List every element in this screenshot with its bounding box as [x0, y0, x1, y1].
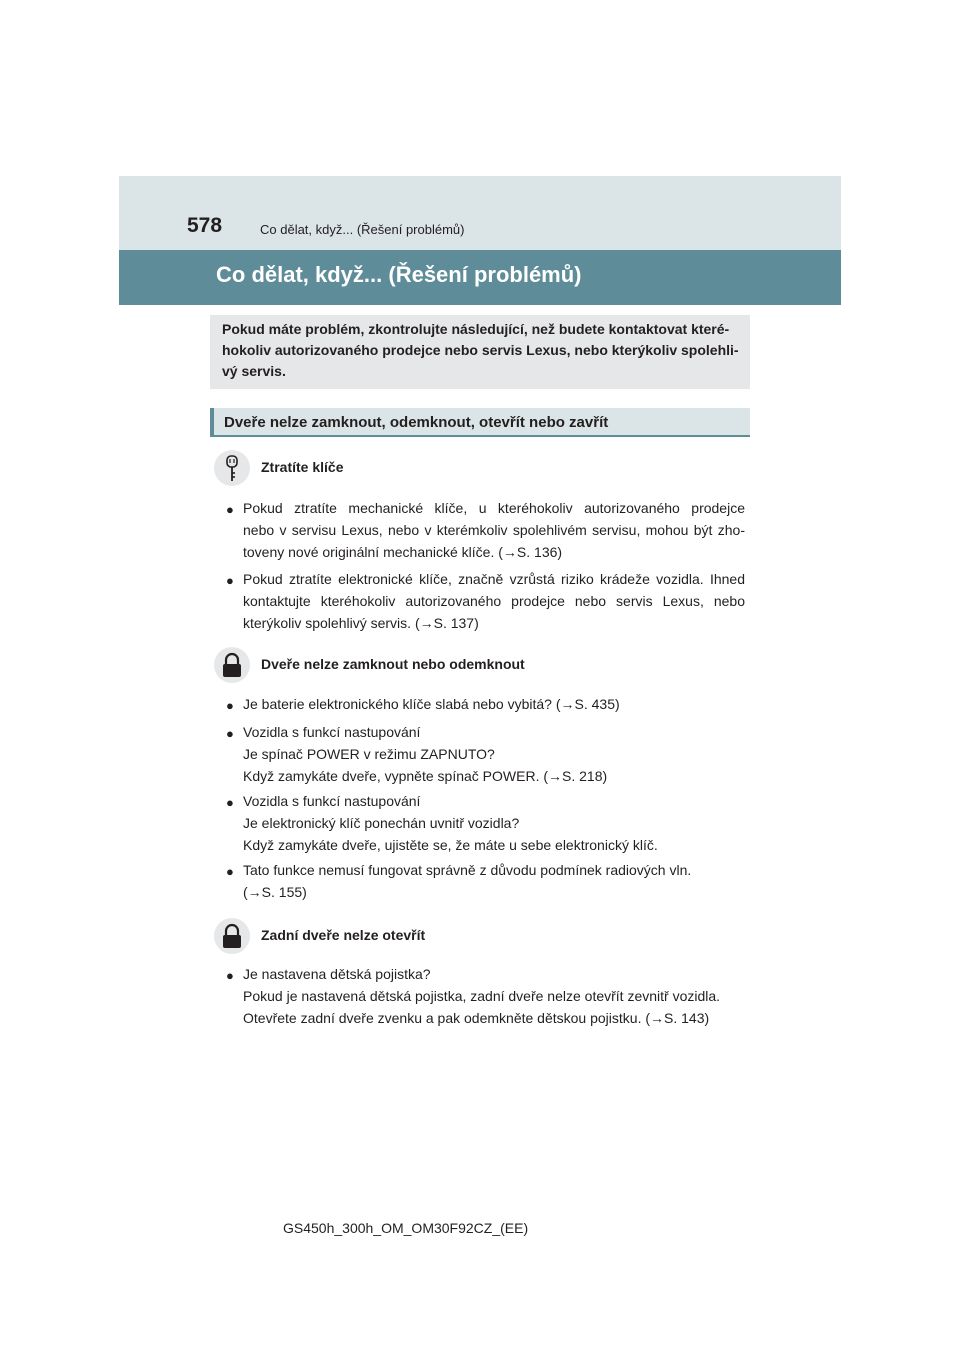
bullet-icon: ● [226, 573, 234, 588]
padlock-icon [214, 647, 250, 683]
item-line: nebo v servisu Lexus, nebo v kterémkoliv spolehlivém servisu, mohou být zho- [243, 522, 745, 538]
item-line: (→S. 155) [243, 884, 307, 900]
item-line: kterýkoliv spolehlivý servis. (→S. 137) [243, 615, 479, 631]
subsection-title: Ztratíte klíče [261, 459, 344, 475]
subsection-title: Dveře nelze zamknout nebo odemknout [261, 656, 525, 672]
footer-doc-code: GS450h_300h_OM_OM30F92CZ_(EE) [283, 1220, 529, 1236]
list-item [243, 721, 745, 787]
header-band [119, 176, 841, 250]
item-line: Pokud ztratíte mechanické klíče, u kteréhokoliv autorizovaného prodejce [243, 500, 745, 516]
intro-line: vý servis. [222, 363, 286, 379]
key-icon [214, 450, 250, 486]
section-title: Dveře nelze zamknout, odemknout, otevřít nebo zavřít [224, 414, 609, 431]
intro-line: Pokud máte problém, zkontrolujte následující, než budete kontaktovat které- [222, 321, 730, 337]
list-item [243, 963, 745, 1029]
subsection-title: Zadní dveře nelze otevřít [261, 927, 426, 943]
running-title: Co dělat, když... (Řešení problémů) [260, 222, 465, 237]
intro-text [222, 319, 744, 382]
item-line: Když zamykáte dveře, ujistěte se, že máte u sebe elektronický klíč. [243, 837, 658, 853]
list-item [243, 859, 745, 903]
item-line: Vozidla s funkcí nastupování [243, 793, 421, 809]
item-line: Pokud je nastavená dětská pojistka, zadní dveře nelze otevřít zevnitř vozidla. [243, 988, 721, 1004]
item-line: Otevřete zadní dveře zvenku a pak odemkněte dětskou pojistku. (→S. 143) [243, 1010, 710, 1026]
padlock-icon [214, 918, 250, 954]
item-line: kontaktujte kteréhokoliv autorizovaného prodejce nebo servis Lexus, nebo [243, 593, 745, 609]
item-line: Tato funkce nemusí fungovat správně z důvodu podmínek radiových vln. [243, 862, 692, 878]
page-number: 578 [187, 214, 223, 237]
item-line: Je spínač POWER v režimu ZAPNUTO? [243, 746, 495, 762]
item-line: Když zamykáte dveře, vypněte spínač POWER. (→S. 218) [243, 768, 608, 784]
list-item [243, 497, 745, 563]
item-line: toveny nové originální mechanické klíče. (→S. 136) [243, 544, 563, 560]
bullet-icon: ● [226, 698, 234, 713]
item-line: Je elektronický klíč ponechán uvnitř vozidla? [243, 815, 520, 831]
list-item [243, 568, 745, 634]
page-title: Co dělat, když... (Řešení problémů) [216, 262, 582, 287]
item-line: Je nastavena dětská pojistka? [243, 966, 431, 982]
list-item [243, 790, 745, 856]
bullet-icon: ● [226, 726, 234, 741]
bullet-icon: ● [226, 795, 234, 810]
bullet-icon: ● [226, 864, 234, 879]
bullet-icon: ● [226, 502, 234, 517]
item-line: Pokud ztratíte elektronické klíče, značně vzrůstá riziko krádeže vozidla. Ihned [243, 571, 745, 587]
intro-line: hokoliv autorizovaného prodejce nebo servis Lexus, nebo kterýkoliv spolehli- [222, 342, 739, 358]
item-line: Je baterie elektronického klíče slabá nebo vybitá? (→S. 435) [243, 696, 620, 712]
item-line: Vozidla s funkcí nastupování [243, 724, 421, 740]
list-item [243, 693, 745, 715]
bullet-icon: ● [226, 968, 234, 983]
